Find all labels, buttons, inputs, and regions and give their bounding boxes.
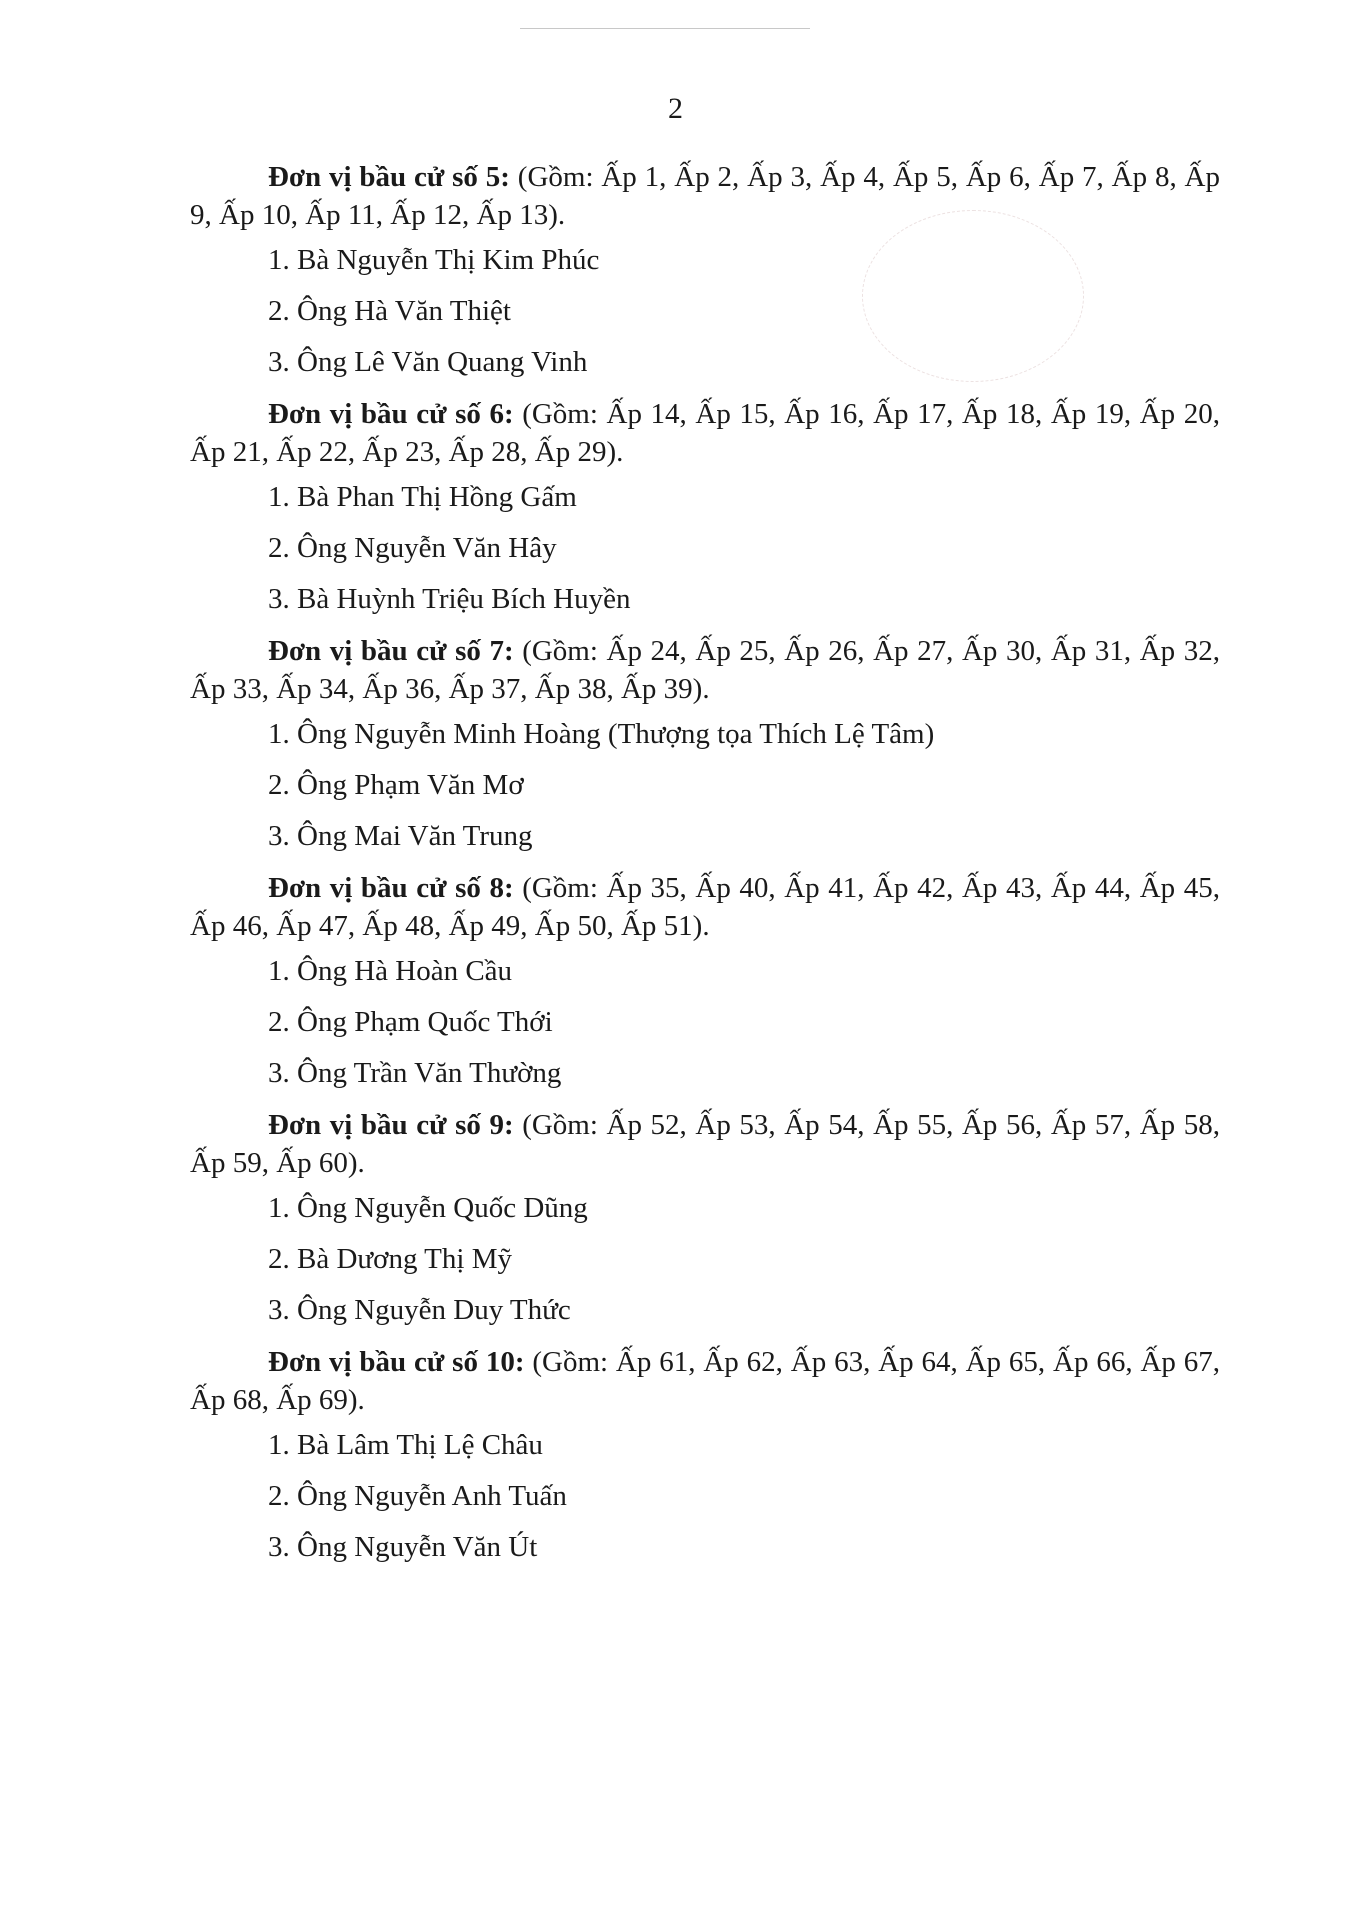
page-number: 2 — [668, 92, 683, 125]
candidate-item: 2. Ông Phạm Văn Mơ — [268, 769, 524, 801]
unit-header — [190, 632, 1220, 708]
unit-areas: (Gồm: Ấp 61, Ấp 62, Ấp 63, Ấp 64, Ấp 65, Ấp 66, Ấp 67, Ấp 68, Ấp 69). — [190, 1346, 1220, 1416]
candidate-item: 2. Ông Hà Văn Thiệt — [268, 295, 511, 327]
unit-title: Đơn vị bầu cử số 6: — [268, 398, 514, 430]
unit-header — [190, 158, 1220, 234]
election-unit-9 — [190, 1106, 1220, 1328]
unit-header — [190, 395, 1220, 471]
candidate-item: 3. Ông Trần Văn Thường — [268, 1057, 562, 1089]
candidate-item: 1. Bà Nguyễn Thị Kim Phúc — [268, 244, 600, 276]
candidate-item: 1. Bà Lâm Thị Lệ Châu — [268, 1429, 543, 1461]
election-unit-8 — [190, 869, 1220, 1091]
unit-title: Đơn vị bầu cử số 10: — [268, 1346, 525, 1378]
unit-areas: (Gồm: Ấp 35, Ấp 40, Ấp 41, Ấp 42, Ấp 43, Ấp 44, Ấp 45, Ấp 46, Ấp 47, Ấp 48, Ấp 49, Ấp 50, Ấp 51). — [190, 872, 1220, 942]
candidate-item: 3. Ông Nguyễn Duy Thức — [268, 1294, 571, 1326]
unit-title: Đơn vị bầu cử số 9: — [268, 1109, 514, 1141]
unit-header — [190, 1343, 1220, 1419]
unit-title: Đơn vị bầu cử số 7: — [268, 635, 514, 667]
candidate-item: 3. Bà Huỳnh Triệu Bích Huyền — [268, 583, 631, 615]
candidate-item: 3. Ông Mai Văn Trung — [268, 820, 533, 852]
unit-areas: (Gồm: Ấp 24, Ấp 25, Ấp 26, Ấp 27, Ấp 30, Ấp 31, Ấp 32, Ấp 33, Ấp 34, Ấp 36, Ấp 37, Ấp 38, Ấp 39). — [190, 635, 1220, 705]
top-rule — [520, 28, 810, 29]
unit-title: Đơn vị bầu cử số 5: — [268, 161, 510, 193]
candidate-item: 1. Bà Phan Thị Hồng Gấm — [268, 481, 577, 513]
candidate-item: 1. Ông Nguyễn Quốc Dũng — [268, 1192, 588, 1224]
election-unit-7 — [190, 632, 1220, 854]
candidate-item: 3. Ông Lê Văn Quang Vinh — [268, 346, 588, 378]
candidate-item: 1. Ông Hà Hoàn Cầu — [268, 955, 513, 987]
election-unit-5 — [190, 158, 1220, 380]
candidate-item: 3. Ông Nguyễn Văn Út — [268, 1531, 538, 1563]
unit-header — [190, 1106, 1220, 1182]
unit-areas: (Gồm: Ấp 1, Ấp 2, Ấp 3, Ấp 4, Ấp 5, Ấp 6, Ấp 7, Ấp 8, Ấp 9, Ấp 10, Ấp 11, Ấp 12, Ấp 13). — [190, 161, 1221, 231]
election-unit-10 — [190, 1343, 1220, 1565]
candidate-item: 2. Ông Phạm Quốc Thới — [268, 1006, 553, 1038]
candidate-item: 2. Bà Dương Thị Mỹ — [268, 1243, 512, 1275]
unit-header — [190, 869, 1220, 945]
candidate-item: 2. Ông Nguyễn Văn Hây — [268, 532, 557, 564]
candidate-item: 2. Ông Nguyễn Anh Tuấn — [268, 1480, 567, 1512]
candidate-item: 1. Ông Nguyễn Minh Hoàng (Thượng tọa Thích Lệ Tâm) — [268, 718, 935, 750]
document-body — [190, 158, 1220, 1580]
election-unit-6 — [190, 395, 1220, 617]
unit-areas: (Gồm: Ấp 14, Ấp 15, Ấp 16, Ấp 17, Ấp 18, Ấp 19, Ấp 20, Ấp 21, Ấp 22, Ấp 23, Ấp 28, Ấp 29). — [190, 398, 1220, 468]
unit-title: Đơn vị bầu cử số 8: — [268, 872, 514, 904]
unit-areas: (Gồm: Ấp 52, Ấp 53, Ấp 54, Ấp 55, Ấp 56, Ấp 57, Ấp 58, Ấp 59, Ấp 60). — [190, 1109, 1220, 1179]
